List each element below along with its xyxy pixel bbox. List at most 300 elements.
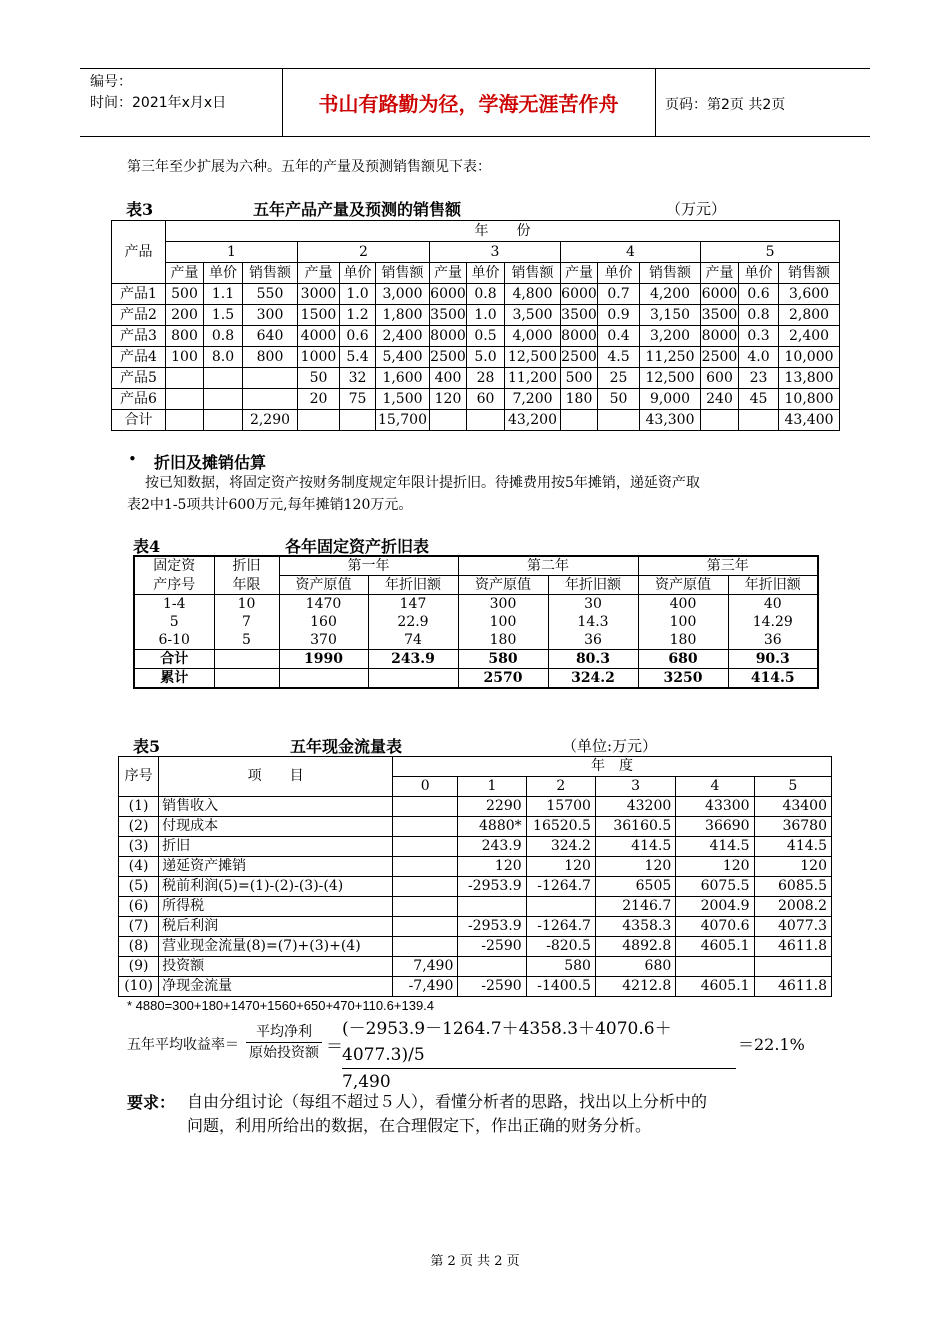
table5-cell: 36690 [676, 817, 754, 837]
table4-cell: 100 [458, 613, 548, 631]
table3-cell: 2,290 [243, 410, 298, 431]
table5-cell: 4605.1 [676, 977, 754, 997]
table4-year-header: 第一年 [279, 556, 458, 576]
table3-cell: 500 [561, 368, 598, 389]
table5-cell: 580 [526, 957, 595, 977]
table4-cell: 324.2 [548, 669, 638, 689]
table3-cell [243, 368, 298, 389]
table5-cell: 2008.2 [754, 897, 831, 917]
table5-cell: 120 [526, 857, 595, 877]
table4-sub-header: 资产原值 [458, 576, 548, 595]
table3-cell: 15,700 [376, 410, 430, 431]
page-number-label: 页码：第2页 共2页 [665, 97, 786, 113]
table4-cell: 2570 [458, 669, 548, 689]
table3-cell: 120 [430, 389, 467, 410]
table3-cell: 4,000 [505, 326, 561, 347]
table3-cell [561, 410, 598, 431]
table4-depreciation [133, 555, 819, 689]
table3-cell: 9,000 [640, 389, 701, 410]
table5-cell [393, 817, 458, 837]
table5-cell [393, 917, 458, 937]
table5-cell: 43200 [595, 797, 675, 817]
table3-sub-header: 销售额 [640, 263, 701, 284]
table5-cell [393, 837, 458, 857]
table3-cell: 800 [166, 326, 204, 347]
section-bullet: • [128, 450, 137, 468]
table3-cell [204, 389, 243, 410]
table3-cell: 2,400 [376, 326, 430, 347]
table-row [119, 797, 832, 817]
table3-sub-header: 单价 [204, 263, 243, 284]
table5-cell: 120 [458, 857, 526, 877]
table5-seq: (7) [119, 917, 159, 937]
table3-cell: 4000 [298, 326, 340, 347]
table5-seq: (10) [119, 977, 159, 997]
table3-product-name: 产品2 [112, 305, 166, 326]
table3-cell: 8000 [430, 326, 467, 347]
table4-total-row [134, 650, 818, 669]
formula-fraction-1 [246, 1022, 322, 1063]
table-row [112, 284, 840, 305]
table3-cell: 23 [739, 368, 779, 389]
table4-cell: 160 [279, 613, 368, 631]
table3-cell [701, 410, 739, 431]
table-row [112, 410, 840, 431]
table3-cell [598, 410, 640, 431]
table5-cell: 2290 [458, 797, 526, 817]
table5-cell [393, 897, 458, 917]
table3-sub-header: 销售额 [376, 263, 430, 284]
table5-item: 净现金流量 [159, 977, 393, 997]
table5-header-seq: 序号 [119, 757, 159, 797]
table3-cell: 1,500 [376, 389, 430, 410]
table-row [119, 877, 832, 897]
table-row [112, 368, 840, 389]
requirement-label: 要求： [127, 1093, 176, 1112]
table3-cell [739, 410, 779, 431]
table5-cash-flow [118, 756, 832, 997]
formula-frac1-denominator: 原始投资额 [249, 1045, 319, 1061]
table-row [119, 857, 832, 877]
table3-cell: 1.2 [340, 305, 376, 326]
table-row [119, 957, 832, 977]
section-body-line1: 按已知数据，将固定资产按财务制度规定年限计提折旧。待摊费用按5年摊销，递延资产取 [145, 475, 700, 491]
table3-product-name: 产品5 [112, 368, 166, 389]
table5-cell: 4212.8 [595, 977, 675, 997]
table-row [112, 305, 840, 326]
table5-cell [458, 957, 526, 977]
table3-cell: 200 [166, 305, 204, 326]
table5-cell [393, 937, 458, 957]
table3-sub-header: 产量 [298, 263, 340, 284]
requirement-line1: 自由分组讨论（每组不超过５人），看懂分析者的思路，找出以上分析中的 [187, 1092, 708, 1111]
table3-cell: 3500 [701, 305, 739, 326]
table3-cell [298, 410, 340, 431]
requirement-line2: 问题，利用所给出的数据，在合理假定下，作出正确的财务分析。 [187, 1116, 652, 1135]
table3-cell [204, 368, 243, 389]
table3-cell [340, 410, 376, 431]
table4-cell: 1-4 [134, 595, 214, 614]
table4-cell: 370 [279, 631, 368, 650]
table4-cell: 414.5 [728, 669, 818, 689]
formula-frac2-denominator: 7,490 [342, 1072, 391, 1092]
table-row [112, 326, 840, 347]
table5-cell: 4605.1 [676, 937, 754, 957]
table5-seq: (2) [119, 817, 159, 837]
table3-cell: 13,800 [779, 368, 840, 389]
table4-sub-header: 年折旧额 [728, 576, 818, 595]
table5-year: 1 [458, 777, 526, 797]
table3-cell: 6000 [430, 284, 467, 305]
table4-cell: 累计 [134, 669, 214, 689]
table3-cell [166, 389, 204, 410]
table5-cell [458, 897, 526, 917]
table5-cell: 43400 [754, 797, 831, 817]
table3-cell: 3,000 [376, 284, 430, 305]
table3-caption-no: 表3 [126, 200, 154, 219]
table5-seq: (1) [119, 797, 159, 817]
table5-seq: (3) [119, 837, 159, 857]
table5-year: 5 [754, 777, 831, 797]
table5-cell [526, 897, 595, 917]
table5-cell: 6505 [595, 877, 675, 897]
table5-cell: 36780 [754, 817, 831, 837]
table5-cell: 36160.5 [595, 817, 675, 837]
table5-cell: 15700 [526, 797, 595, 817]
table5-cell: -820.5 [526, 937, 595, 957]
table4-cell: 6-10 [134, 631, 214, 650]
table-row [119, 837, 832, 857]
table5-cell [393, 797, 458, 817]
page-footer: 第 2 页 共 2 页 [430, 1254, 520, 1269]
table3-year-header: 年 份 [166, 221, 840, 242]
table3-cell: 240 [701, 389, 739, 410]
table5-cell: 120 [754, 857, 831, 877]
table3-cell: 1,600 [376, 368, 430, 389]
table5-year: 2 [526, 777, 595, 797]
table5-item: 税后利润 [159, 917, 393, 937]
table4-header-asset: 固定资 [134, 556, 214, 576]
table3-sub-header: 单价 [467, 263, 505, 284]
table5-seq: (4) [119, 857, 159, 877]
table4-cell: 100 [638, 613, 728, 631]
table4-cell: 14.3 [548, 613, 638, 631]
table4-cell: 合计 [134, 650, 214, 669]
table4-cell: 580 [458, 650, 548, 669]
table5-caption-title: 五年现金流量表 [290, 737, 403, 756]
table3-cell [467, 410, 505, 431]
table5-cell: 43300 [676, 797, 754, 817]
table3-cell: 0.6 [739, 284, 779, 305]
table5-cell: -1264.7 [526, 917, 595, 937]
table4-cell: 180 [458, 631, 548, 650]
formula-label: 五年平均收益率＝ [127, 1037, 239, 1053]
table3-cell: 0.5 [467, 326, 505, 347]
table5-cell: 6075.5 [676, 877, 754, 897]
table5-cell: 4070.6 [676, 917, 754, 937]
table3-cell: 0.8 [739, 305, 779, 326]
table3-cell: 1.5 [204, 305, 243, 326]
table3-cell: 180 [561, 389, 598, 410]
table3-cell: 3000 [298, 284, 340, 305]
table4-sub-header: 资产原值 [279, 576, 368, 595]
table-row [119, 817, 832, 837]
formula-equals: ＝ [326, 1037, 343, 1057]
table5-cell: 6085.5 [754, 877, 831, 897]
table5-seq: (5) [119, 877, 159, 897]
table3-cell: 0.9 [598, 305, 640, 326]
table5-cell: 4611.8 [754, 977, 831, 997]
table5-cell: 4358.3 [595, 917, 675, 937]
header-bottom-rule [80, 136, 870, 137]
table3-cell: 1,800 [376, 305, 430, 326]
table3-cell: 3500 [561, 305, 598, 326]
table3-cell: 300 [243, 305, 298, 326]
table5-cell: 16520.5 [526, 817, 595, 837]
table3-cell [243, 389, 298, 410]
table5-caption-no: 表5 [133, 737, 161, 756]
table3-cell: 1.0 [340, 284, 376, 305]
table3-cell: 2,800 [779, 305, 840, 326]
table3-cell: 45 [739, 389, 779, 410]
table3-cell: 8000 [561, 326, 598, 347]
table3-cell: 43,400 [779, 410, 840, 431]
header-motto: 书山有路勤为径，学海无涯苦作舟 [318, 92, 619, 116]
serial-label: 编号： [90, 74, 132, 90]
table3-cell: 8.0 [204, 347, 243, 368]
table3-cell: 0.8 [467, 284, 505, 305]
table3-cell [166, 410, 204, 431]
intro-text: 第三年至少扩展为六种。五年的产量及预测销售额见下表： [127, 159, 491, 175]
table3-cell: 1.0 [467, 305, 505, 326]
table5-cell: 414.5 [676, 837, 754, 857]
table3-cell: 10,800 [779, 389, 840, 410]
table3-cell: 50 [298, 368, 340, 389]
table3-cell: 10,000 [779, 347, 840, 368]
table4-sub-header: 年折旧额 [548, 576, 638, 595]
table3-cell: 400 [430, 368, 467, 389]
table3-cell: 2500 [561, 347, 598, 368]
table3-sub-header: 单价 [739, 263, 779, 284]
table4-cell: 30 [548, 595, 638, 614]
table-row [119, 977, 832, 997]
section-title: 折旧及摊销估算 [154, 453, 267, 472]
table4-cell: 74 [368, 631, 458, 650]
formula-fraction-2 [342, 1016, 736, 1095]
table4-cell: 180 [638, 631, 728, 650]
table3-cell: 60 [467, 389, 505, 410]
table5-cell: 2004.9 [676, 897, 754, 917]
table4-cell: 36 [728, 631, 818, 650]
table5-item: 所得税 [159, 897, 393, 917]
table-row [112, 347, 840, 368]
table-row [134, 631, 818, 650]
table-row [119, 917, 832, 937]
table3-cell: 25 [598, 368, 640, 389]
table5-item: 投资额 [159, 957, 393, 977]
table3-cell: 75 [340, 389, 376, 410]
table3-cell [430, 410, 467, 431]
table3-cell: 0.7 [598, 284, 640, 305]
table5-item: 税前利润(5)=(1)-(2)-(3)-(4) [159, 877, 393, 897]
table3-cell: 4,200 [640, 284, 701, 305]
table4-caption-title: 各年固定资产折旧表 [285, 537, 430, 556]
table5-cell: 2146.7 [595, 897, 675, 917]
table5-cell: 414.5 [595, 837, 675, 857]
table3-sub-header: 销售额 [505, 263, 561, 284]
table5-cell: 120 [676, 857, 754, 877]
table4-header-asset: 产序号 [134, 576, 214, 595]
table5-cell: -2953.9 [458, 877, 526, 897]
table4-cell: 147 [368, 595, 458, 614]
table3-cell: 11,250 [640, 347, 701, 368]
table3-cell [204, 410, 243, 431]
header-top-rule [80, 68, 870, 69]
table4-caption-no: 表4 [133, 537, 161, 556]
table3-production-sales [111, 220, 840, 431]
table-row [119, 937, 832, 957]
table4-cell: 1470 [279, 595, 368, 614]
table5-cell: -2590 [458, 937, 526, 957]
table5-cell: 324.2 [526, 837, 595, 857]
table3-cell: 0.3 [739, 326, 779, 347]
table3-cell: 1.1 [204, 284, 243, 305]
table3-cell: 43,300 [640, 410, 701, 431]
table4-header-years: 折旧 [214, 556, 279, 576]
table4-cell: 90.3 [728, 650, 818, 669]
table4-cell: 300 [458, 595, 548, 614]
table5-cell: 120 [595, 857, 675, 877]
table3-sub-header: 销售额 [779, 263, 840, 284]
table3-year: 2 [298, 242, 430, 263]
table4-cell [214, 669, 279, 689]
table5-year: 3 [595, 777, 675, 797]
table3-sub-header: 产量 [561, 263, 598, 284]
table4-cell: 40 [728, 595, 818, 614]
table4-cell: 10 [214, 595, 279, 614]
table5-year: 4 [676, 777, 754, 797]
table3-cell: 3,600 [779, 284, 840, 305]
table5-cell: 414.5 [754, 837, 831, 857]
table4-sub-header: 资产原值 [638, 576, 728, 595]
table3-cell: 640 [243, 326, 298, 347]
table5-item: 付现成本 [159, 817, 393, 837]
table5-cell: 4611.8 [754, 937, 831, 957]
table4-cell: 1990 [279, 650, 368, 669]
table3-caption-unit: （万元） [666, 200, 727, 218]
table3-cell: 11,200 [505, 368, 561, 389]
table5-cell [676, 957, 754, 977]
table4-cell: 680 [638, 650, 728, 669]
table5-year: 0 [393, 777, 458, 797]
table3-year: 5 [701, 242, 840, 263]
header-meta [90, 72, 226, 114]
table4-year-header: 第三年 [638, 556, 818, 576]
table3-year: 3 [430, 242, 561, 263]
table5-item: 销售收入 [159, 797, 393, 817]
table5-cell: 7,490 [393, 957, 458, 977]
table4-cell: 400 [638, 595, 728, 614]
table5-cell: -1400.5 [526, 977, 595, 997]
table3-product-name: 产品4 [112, 347, 166, 368]
table5-cell: 243.9 [458, 837, 526, 857]
formula-result: ＝22.1% [738, 1035, 805, 1054]
table3-cell: 2500 [701, 347, 739, 368]
table4-cell: 14.29 [728, 613, 818, 631]
table4-cell [279, 669, 368, 689]
table5-item: 递延资产摊销 [159, 857, 393, 877]
table3-cell: 8000 [701, 326, 739, 347]
table5-seq: (9) [119, 957, 159, 977]
table3-cell: 20 [298, 389, 340, 410]
table4-cell: 5 [214, 631, 279, 650]
table5-cell: -7,490 [393, 977, 458, 997]
table4-header-years: 年限 [214, 576, 279, 595]
table3-sub-header: 单价 [340, 263, 376, 284]
table5-cell [393, 877, 458, 897]
table4-year-header: 第二年 [458, 556, 638, 576]
table4-cell: 80.3 [548, 650, 638, 669]
table4-cell [368, 669, 458, 689]
table3-product-name: 产品1 [112, 284, 166, 305]
table3-cell: 6000 [561, 284, 598, 305]
table3-cell: 1500 [298, 305, 340, 326]
table5-caption-unit: （单位:万元） [562, 737, 658, 755]
table3-cell: 0.6 [340, 326, 376, 347]
table3-cell: 600 [701, 368, 739, 389]
table5-cell: 680 [595, 957, 675, 977]
table3-sub-header: 销售额 [243, 263, 298, 284]
table3-cell: 4.5 [598, 347, 640, 368]
table3-cell: 800 [243, 347, 298, 368]
table4-cell: 3250 [638, 669, 728, 689]
table3-cell: 4.0 [739, 347, 779, 368]
table4-cell: 22.9 [368, 613, 458, 631]
table3-cell: 5.0 [467, 347, 505, 368]
table4-cumulative-row [134, 669, 818, 689]
table4-cell: 5 [134, 613, 214, 631]
table3-row-header: 产品 [112, 221, 166, 284]
table3-cell: 3,150 [640, 305, 701, 326]
table5-cell: 4880* [458, 817, 526, 837]
table3-product-name: 产品3 [112, 326, 166, 347]
table3-product-name: 产品6 [112, 389, 166, 410]
header-divider [655, 68, 656, 136]
table3-cell: 32 [340, 368, 376, 389]
table5-cell: -1264.7 [526, 877, 595, 897]
formula-frac2-numerator: (－2953.9－1264.7＋4358.3＋4070.6＋4077.3)/5 [342, 1016, 736, 1069]
table3-cell: 5,400 [376, 347, 430, 368]
table5-cell: 4892.8 [595, 937, 675, 957]
table4-cell [214, 650, 279, 669]
table-row [112, 389, 840, 410]
table3-cell: 3,500 [505, 305, 561, 326]
table4-cell: 36 [548, 631, 638, 650]
table3-cell: 5.4 [340, 347, 376, 368]
table3-cell: 12,500 [640, 368, 701, 389]
table3-sub-header: 产量 [701, 263, 739, 284]
table5-item: 折旧 [159, 837, 393, 857]
table3-cell: 4,800 [505, 284, 561, 305]
table3-sub-header: 产量 [166, 263, 204, 284]
table-row [134, 595, 818, 614]
table3-cell: 100 [166, 347, 204, 368]
table5-seq: (8) [119, 937, 159, 957]
table4-sub-header: 年折旧额 [368, 576, 458, 595]
table3-year: 1 [166, 242, 298, 263]
section-body-line2: 表2中1-5项共计600万元,每年摊销120万元。 [127, 497, 413, 513]
formula-frac1-numerator: 平均净利 [246, 1022, 322, 1043]
